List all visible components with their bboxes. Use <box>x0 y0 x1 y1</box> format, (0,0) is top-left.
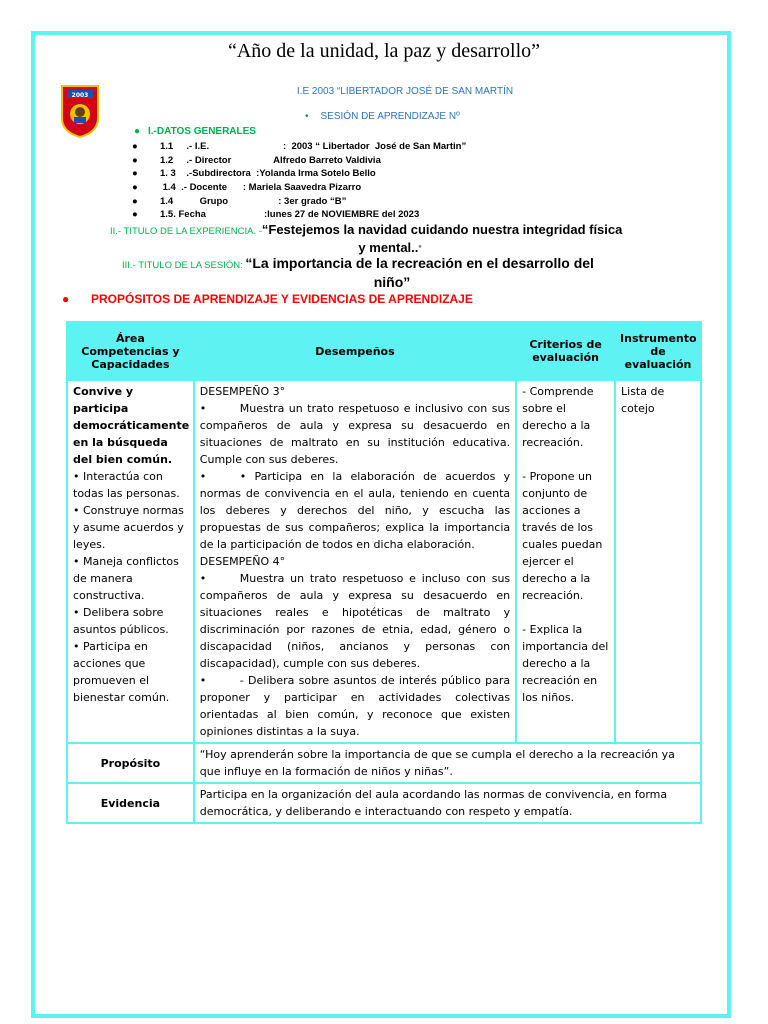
table-header-row <box>67 322 701 380</box>
general-row <box>132 168 376 179</box>
evidence-text: Participa en la organización del aula acordando las normas de convivencia, en forma democrática, y deliberando e interactuando con respeto y empatía. <box>194 783 701 823</box>
session-label <box>305 111 460 122</box>
session-title <box>122 255 662 271</box>
experience-value-line2: y mental.. <box>358 240 419 255</box>
purposes-heading-text: PROPÓSITOS DE APRENDIZAJE Y EVIDENCIAS DE APRENDIZAJE <box>91 292 473 306</box>
bullet-icon: ● <box>134 126 141 137</box>
header-criteria: Criterios de evaluación <box>516 322 615 380</box>
general-row-text: 1.5. Fecha :lunes 27 de NOVIEMBRE del 2023 <box>160 209 420 220</box>
desempeno-text: - Delibera sobre asuntos de interés público para proponer y participar en actividades colectivas orientadas al bien común, y reconoce que existen opiniones distintas a la suya. <box>199 674 511 738</box>
purpose-label: Propósito <box>67 743 194 783</box>
experience-title <box>110 222 670 237</box>
competence-title: Convive y participa democráticamente en la búsqueda del bien común. <box>73 385 190 466</box>
desempeno3-title: DESEMPEÑO 3° <box>199 385 286 398</box>
general-row <box>132 141 466 152</box>
session-title-label: III.- TITULO DE LA SESIÓN: <box>122 260 246 271</box>
capacity-item: • Delibera sobre asuntos públicos. <box>73 606 169 636</box>
bullet-icon: • <box>305 111 309 122</box>
bullet-icon: ● <box>132 168 138 179</box>
criteria-item: - Explica la importancia del derecho a la recreación en los niños. <box>522 623 609 704</box>
capacity-item: • Maneja conflictos de manera constructiva. <box>73 555 179 602</box>
criteria-item: - Comprende sobre el derecho a la recreación. <box>522 385 594 449</box>
criteria-item: - Propone un conjunto de acciones a través de los cuales puedan ejercer el derecho a la recreación. <box>522 470 603 602</box>
general-row-text: 1. 3 .-Subdirectora :Yolanda Irma Sotelo Bello <box>160 168 376 179</box>
desempeno4-title: DESEMPEÑO 4° <box>199 555 286 568</box>
header-area: Área Competencias y Capacidades <box>67 322 194 380</box>
general-row-text: 1.2 .- Director Alfredo Barreto Valdivia <box>160 155 381 166</box>
general-row-text: 1.1 .- I.E. : 2003 “ Libertador José de San Martin” <box>160 141 467 152</box>
desempeno-text: Muestra un trato respetuoso e inclusivo con sus compañeros de aula y expresa su desacuerdo en situaciones de maltrato en su institución educativa. Cumple con sus deberes. <box>199 402 511 466</box>
bullet-icon: ● <box>132 182 138 193</box>
bullet-icon: ● <box>132 209 138 220</box>
bullet-icon: ● <box>62 292 70 306</box>
competence-cell <box>67 380 194 743</box>
desempeno-text: • Participa en la elaboración de acuerdos y normas de convivencia en el aula, teniendo en cuenta los deberes y derechos del niño, y escucha las propuestas de sus compañeros; explica la importancia de la participación de todos en dicha elaboración. <box>199 470 511 551</box>
purposes-heading <box>62 292 473 306</box>
capacity-item: • Interactúa con todas las personas. <box>73 470 180 500</box>
bullet-icon: • <box>199 572 207 585</box>
desempeno-item <box>200 468 510 553</box>
table-row <box>67 380 701 743</box>
general-row <box>132 182 361 193</box>
general-data-title-text: I.-DATOS GENERALES <box>148 126 256 137</box>
experience-value-line1: “Festejemos la navidad cuidando nuestra integridad física <box>261 222 623 237</box>
session-title-line1: “La importancia de la recreación en el desarrollo del <box>245 255 594 271</box>
evidence-label: Evidencia <box>67 783 194 823</box>
desempeno-item <box>200 672 510 740</box>
crest-number: 2003 <box>71 92 89 99</box>
capacity-item: • Construye normas y asume acuerdos y leyes. <box>73 504 184 551</box>
desempeno-item <box>200 570 510 672</box>
general-row <box>132 209 419 220</box>
learning-table <box>66 321 702 824</box>
purpose-text: “Hoy aprenderán sobre la importancia de que se cumpla el derecho a la recreación ya que influye en la formación de niños y niñas”. <box>194 743 701 783</box>
header-desempenos: Desempeños <box>194 322 516 380</box>
year-motto: “Año de la unidad, la paz y desarrollo” <box>227 40 541 62</box>
session-title-line2: niño” <box>373 274 411 290</box>
experience-label: II.- TITULO DE LA EXPERIENCIA. - <box>110 226 262 237</box>
general-data-title <box>134 126 256 137</box>
general-row <box>132 196 346 207</box>
general-row-text: 1.4 .- Docente : Mariela Saavedra Pizarro <box>160 182 362 193</box>
bullet-icon: ● <box>132 196 138 207</box>
bullet-icon: • <box>199 402 207 415</box>
instrument-cell: Lista de cotejo <box>615 380 701 743</box>
table-row <box>67 743 701 783</box>
bullet-icon: ● <box>132 155 138 166</box>
bullet-icon: • <box>199 674 207 687</box>
general-row <box>132 155 381 166</box>
bullet-icon: • <box>199 470 207 483</box>
school-name: I.E 2003 “LIBERTADOR JOSÉ DE SAN MARTÍN <box>296 86 514 97</box>
header-instrument: Instrumento de evaluación <box>615 322 701 380</box>
desempeno-item <box>200 400 510 468</box>
capacity-item: • Participa en acciones que promueven el bienestar común. <box>73 640 170 704</box>
desempeno-text: Muestra un trato respetuoso e incluso con sus compañeros de aula y expresa su desacuerdo en situaciones reales e hipotéticas de maltrato y discriminación por razones de etnia, edad, género o discapacidad (niños, ancianos y personas con discapacidad), cumple con sus deberes. <box>199 572 511 670</box>
table-row <box>67 783 701 823</box>
bullet-icon: ● <box>132 141 138 152</box>
session-text: SESIÓN DE APRENDIZAJE Nº <box>320 111 460 122</box>
desempenos-cell <box>194 380 516 743</box>
criteria-cell <box>516 380 615 743</box>
experience-value-end: ” <box>418 244 422 255</box>
school-crest-icon <box>60 84 100 138</box>
general-row-text: 1.4 Grupo : 3er grado “B” <box>160 196 347 207</box>
